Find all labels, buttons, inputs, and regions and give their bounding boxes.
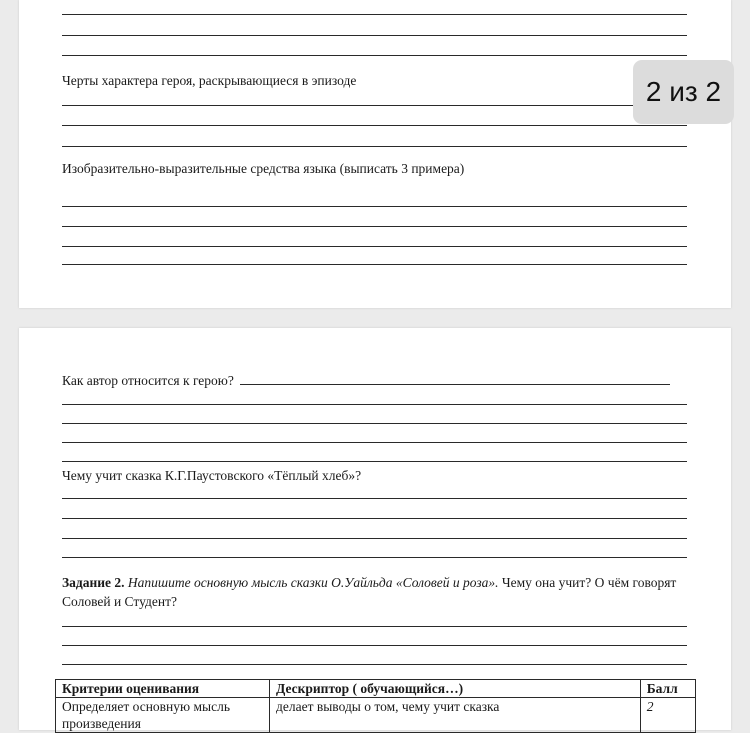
task-2-label: Задание 2. xyxy=(62,575,125,590)
question-devices: Изобразительно-выразительные средства языка (выписать 3 примера) xyxy=(62,161,465,176)
table-header-score: Балл xyxy=(640,680,695,698)
answer-line xyxy=(62,423,687,424)
table-cell-score: 2 xyxy=(640,698,695,733)
answer-line xyxy=(62,518,687,519)
answer-line xyxy=(62,645,687,646)
assessment-table xyxy=(55,679,696,733)
document-page-1 xyxy=(19,0,731,308)
answer-line-inline xyxy=(240,372,670,385)
answer-line xyxy=(62,105,687,106)
task-2-question: Чему она учит? О чём говорят Соловей и Студент? xyxy=(62,575,677,609)
answer-line xyxy=(62,206,687,207)
page-indicator-badge: 2 из 2 xyxy=(633,60,734,124)
document-page-2 xyxy=(19,328,731,730)
task-2-instruction: Напишите основную мысль сказки О.Уайльда «Соловей и роза». xyxy=(127,575,499,590)
question-author-attitude-text: Как автор относится к герою? xyxy=(62,373,234,388)
answer-line xyxy=(62,246,687,247)
answer-line xyxy=(62,125,687,126)
answer-line xyxy=(62,538,687,539)
table-header-criteria: Критерии оценивания xyxy=(56,680,270,698)
question-author-attitude xyxy=(62,372,670,390)
table-cell-criteria: Определяет основную мысль произведения xyxy=(56,698,270,733)
answer-line xyxy=(62,264,687,265)
question-traits: Черты характера героя, раскрывающиеся в эпизоде xyxy=(62,73,357,88)
answer-line xyxy=(62,498,687,499)
table-cell-descriptor: делает выводы о том, чему учит сказка xyxy=(270,698,641,733)
answer-line xyxy=(62,226,687,227)
answer-line xyxy=(62,404,687,405)
table-header-row xyxy=(56,680,696,698)
answer-line xyxy=(62,55,687,56)
answer-line xyxy=(62,35,687,36)
answer-line xyxy=(62,557,687,558)
answer-line xyxy=(62,461,687,462)
answer-line xyxy=(62,146,687,147)
table-header-descriptor: Дескриптор ( обучающийся…) xyxy=(270,680,641,698)
answer-line xyxy=(62,664,687,665)
task-2 xyxy=(62,573,692,611)
answer-line xyxy=(62,626,687,627)
answer-line xyxy=(62,14,687,15)
question-lesson: Чему учит сказка К.Г.Паустовского «Тёплый хлеб»? xyxy=(62,468,362,483)
answer-line xyxy=(62,442,687,443)
table-row xyxy=(56,698,696,733)
